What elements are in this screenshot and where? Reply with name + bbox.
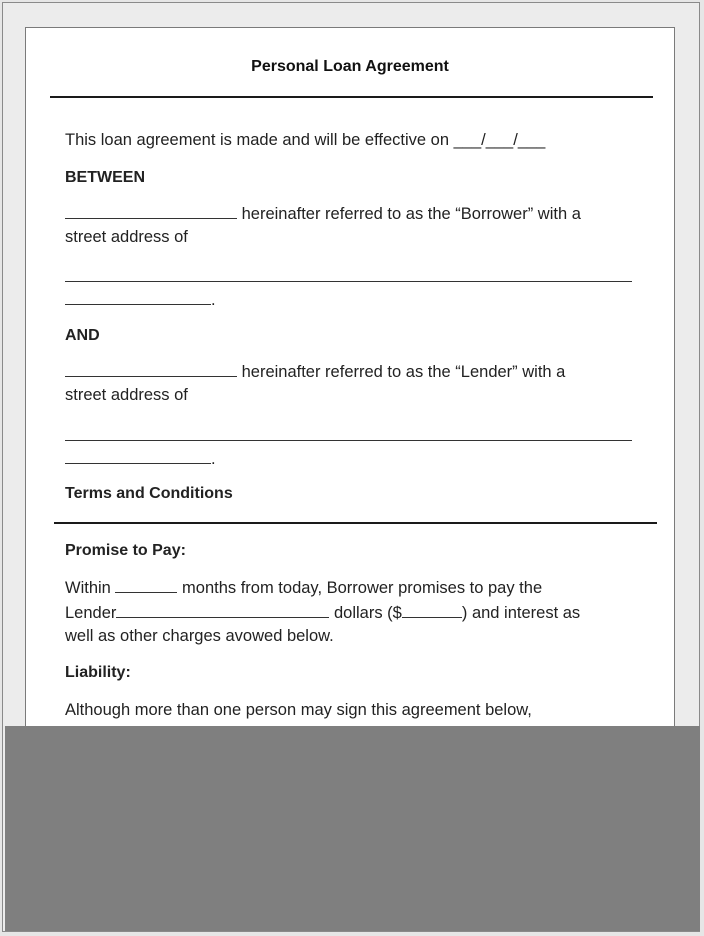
promise-heading: Promise to Pay:	[65, 542, 186, 559]
intro-text: This loan agreement is made and will be effective on	[65, 131, 449, 149]
and-heading: AND	[65, 327, 100, 344]
title-divider	[50, 96, 653, 98]
lender-name-blank[interactable]	[65, 362, 237, 377]
between-heading: BETWEEN	[65, 169, 145, 186]
lender-address-blank[interactable]	[65, 449, 211, 464]
liability-heading: Liability:	[65, 664, 131, 681]
months-blank[interactable]	[115, 578, 177, 593]
borrower-street-label: street address of	[65, 228, 188, 246]
terms-heading: Terms and Conditions	[65, 485, 233, 502]
promise-months: months from today, Borrower promises to pay the	[182, 579, 543, 597]
lender-street-label: street address of	[65, 386, 188, 404]
terms-divider	[54, 522, 657, 524]
borrower-text: hereinafter referred to as the “Borrower” with a	[241, 205, 581, 223]
promise-lender: Lender	[65, 604, 117, 622]
borrower-line	[65, 204, 581, 224]
promise-line-1	[65, 578, 542, 598]
liability-line-1: Although more than one person may sign this agreement below,	[65, 701, 532, 719]
borrower-address-line-1[interactable]	[65, 281, 632, 282]
promise-line-2	[65, 603, 580, 623]
period: .	[211, 450, 216, 468]
obscuring-overlay	[5, 726, 700, 931]
borrower-address-blank[interactable]	[65, 290, 211, 305]
promise-dollars: dollars ($	[333, 604, 402, 622]
promise-within: Within	[65, 579, 111, 597]
lender-address-line-2	[65, 449, 216, 469]
intro-line	[65, 131, 545, 150]
date-blank[interactable]: ___/___/___	[453, 131, 546, 149]
promise-interest: ) and interest as	[461, 604, 581, 622]
amount-words-blank[interactable]	[116, 603, 329, 618]
borrower-name-blank[interactable]	[65, 204, 237, 219]
lender-text: hereinafter referred to as the “Lender” with a	[241, 363, 566, 381]
amount-number-blank[interactable]	[402, 603, 462, 618]
lender-line	[65, 362, 565, 382]
document-title: Personal Loan Agreement	[251, 58, 449, 75]
promise-line-3: well as other charges avowed below.	[65, 627, 334, 645]
lender-address-line-1[interactable]	[65, 440, 632, 441]
borrower-address-line-2	[65, 290, 216, 310]
period: .	[211, 291, 216, 309]
